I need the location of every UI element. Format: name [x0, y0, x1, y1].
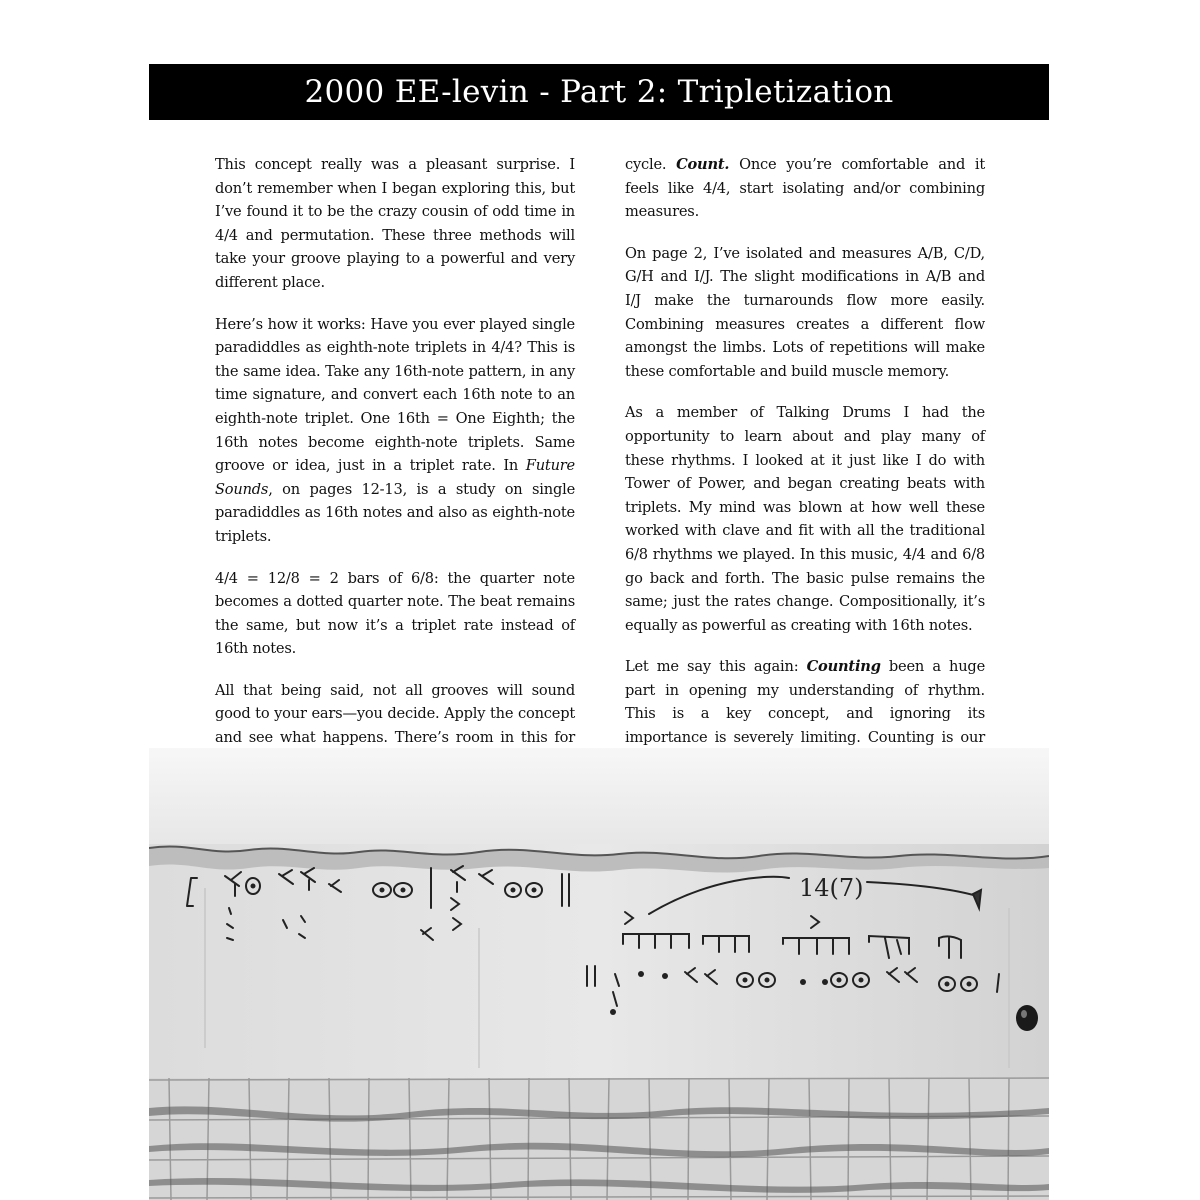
left-paragraph-4: All that being said, not all grooves will sound good to your ears—you decide. Apply the concept and see what happens. There’s room in this for: [215, 681, 575, 747]
page-title: 2000 EE-levin - Part 2: Tripletization: [304, 74, 894, 110]
text-run: Once you’re comfortable and it feels like 4/4, start isolating and/or combining measures.: [625, 156, 985, 221]
book-title: Future Sounds: [215, 457, 575, 498]
text-run: Here’s how it works: Have you ever played single paradiddles as eighth-note triplets in 4/4? This is the same idea. Take any 16th-note pattern, in any time signature, and convert each 16th note to an eighth-note triplet. One 16th = One Eighth; the 16th notes become eighth-note triplets. Same groove or idea, just in a triplet rate. In: [215, 315, 575, 475]
handwritten-label: 14(7): [799, 874, 864, 902]
emphasis: Count.: [676, 156, 730, 173]
paper-main: [149, 844, 1049, 1084]
left-paragraph-1: This concept really was a pleasant surprise. I don’t remember when I began exploring this, but I’ve found it to be the crazy cousin of odd time in 4/4 and permutation. These three methods will take your groove playing to a powerful and very different place.: [215, 156, 575, 291]
title-bar: [149, 64, 1049, 120]
right-paragraph-3: As a member of Talking Drums I had the opportunity to learn about and play many of these rhythms. I looked at it just like I do with Tower of Power, and began creating beats with triplets. My mind was blown at how well these worked with clave and fit with all the traditional 6/8 rhythms we played. In this music, 4/4 and 6/8 go back and forth. The basic pulse remains the same; just the rates change. Compositionally, it’s equally as powerful as creating with 16th notes.: [625, 404, 985, 634]
left-paragraph-2: [215, 313, 575, 549]
notation-drawing: [149, 748, 1049, 1200]
pin-hole: [1016, 1005, 1038, 1031]
right-paragraph-2: On page 2, I’ve isolated and measures A/B, C/D, G/H and I/J. The slight modifications in A/B and I/J make the turnarounds flow more easily. Combining measures creates a different flow amongst the limbs. Lots of repetitions will make these comfortable and build muscle memory.: [625, 244, 985, 380]
right-column: [625, 153, 985, 820]
text-run: , on pages 12-13, is a study on single paradiddles as 16th notes and also as eighth-note triplets.: [215, 480, 575, 545]
left-paragraph-3: 4/4 = 12/8 = 2 bars of 6/8: the quarter note becomes a dotted quarter note. The beat remains the same, but now it’s a triplet rate instead of 16th notes.: [215, 569, 575, 658]
text-run: been a huge part in opening my understanding of rhythm. This is a key concept, and ignoring its importance is severely limiting. Counting is our: [625, 658, 986, 747]
text-run: cycle.: [625, 156, 677, 173]
right-paragraph-1: [625, 153, 985, 224]
paper-upper: [149, 748, 1049, 848]
text-run: Let me say this again:: [625, 658, 807, 676]
pin-highlight: [1021, 1010, 1027, 1018]
emphasis: Counting: [806, 658, 881, 676]
handwritten-notation-photo: [149, 748, 1049, 1200]
